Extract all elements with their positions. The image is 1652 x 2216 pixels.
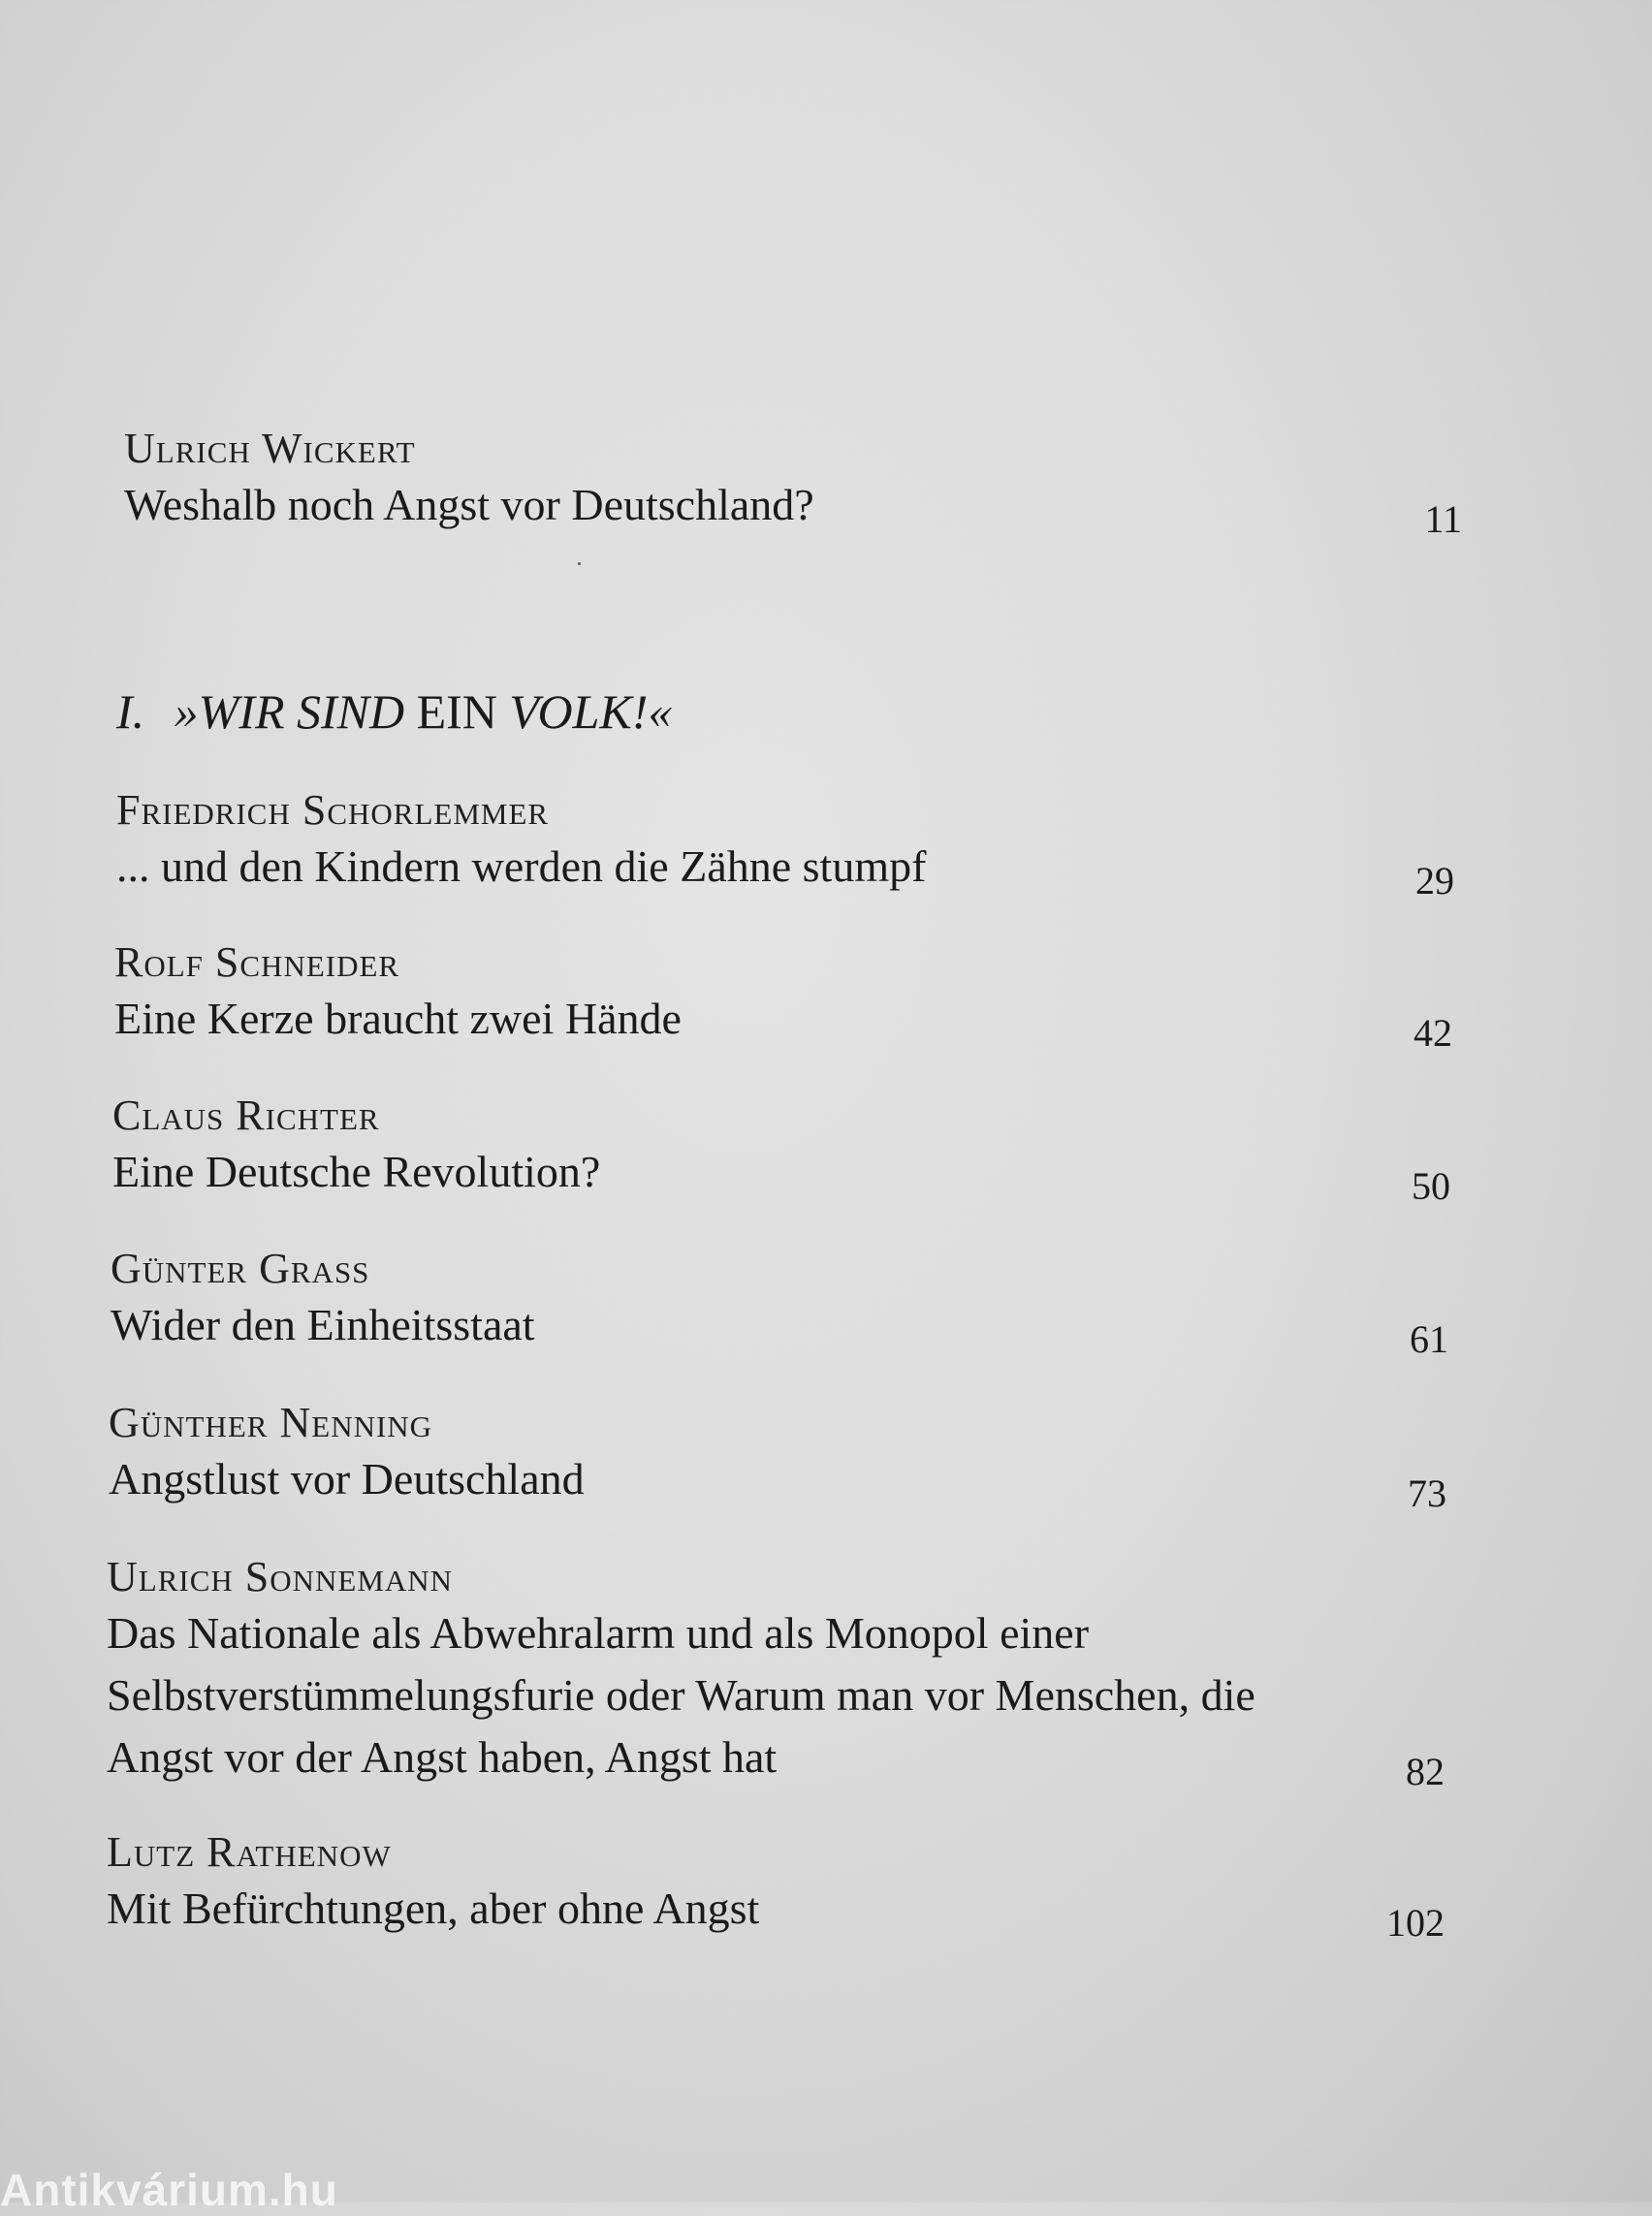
section-number: I. [116, 684, 145, 739]
entry-author: Lutz Rathenow [107, 1828, 392, 1876]
entry-author: Ulrich Sonnemann [107, 1553, 454, 1600]
entry-page-number: 73 [1408, 1472, 1446, 1515]
entry-page-number: 82 [1406, 1750, 1445, 1793]
entry-author: Claus Richter [112, 1092, 380, 1139]
entry-title: Eine Kerze braucht zwei Hände [114, 994, 682, 1043]
entry-author: Friedrich Schorlemmer [116, 786, 550, 834]
entry-title: ... und den Kindern werden die Zähne stumpf [116, 841, 927, 891]
toc-entry [116, 785, 1454, 902]
paper-speck [578, 562, 581, 565]
entry-page-number: 50 [1412, 1164, 1450, 1208]
watermark: Antikvárium.hu [0, 2165, 338, 2215]
entry-author: Rolf Schneider [114, 938, 400, 986]
toc-entry [107, 1827, 1445, 1945]
section-open-quote: » [174, 684, 199, 739]
toc-entry [111, 1244, 1448, 1361]
entry-title: Eine Deutsche Revolution? [112, 1147, 601, 1196]
section-title-part1: WIR SIND [198, 684, 405, 739]
toc-entry-intro [124, 424, 1462, 541]
section-close-quote: « [648, 684, 673, 739]
section-title-part3: VOLK! [509, 684, 649, 739]
entry-title: Mit Befürchtungen, aber ohne Angst [107, 1884, 760, 1933]
toc-entry [109, 1398, 1446, 1515]
entry-page-number: 61 [1410, 1317, 1448, 1361]
entry-author: Ulrich Wickert [124, 425, 416, 472]
entry-title: Angstlust vor Deutschland [109, 1454, 585, 1504]
entry-title: Weshalb noch Angst vor Deutschland? [124, 480, 814, 529]
toc-entry [107, 1552, 1445, 1793]
entry-page-number: 102 [1386, 1901, 1445, 1945]
section-heading [116, 683, 672, 740]
toc-entry [114, 937, 1452, 1055]
entry-author: Günter Grass [111, 1245, 370, 1292]
entry-page-number: 29 [1415, 859, 1454, 902]
entry-page-number: 42 [1414, 1011, 1452, 1055]
entry-title: Das Nationale als Abwehralarm und als Monopol einer Selbstverstümmelungsfurie oder Warum man vor Menschen, die Angst vor der Angst haben, Angst hat [107, 1608, 1255, 1782]
section-title-part2: EIN [404, 684, 510, 739]
entry-page-number: 11 [1424, 497, 1462, 541]
toc-entry [112, 1091, 1450, 1208]
entry-author: Günther Nenning [109, 1399, 433, 1446]
entry-title: Wider den Einheitsstaat [111, 1300, 535, 1349]
